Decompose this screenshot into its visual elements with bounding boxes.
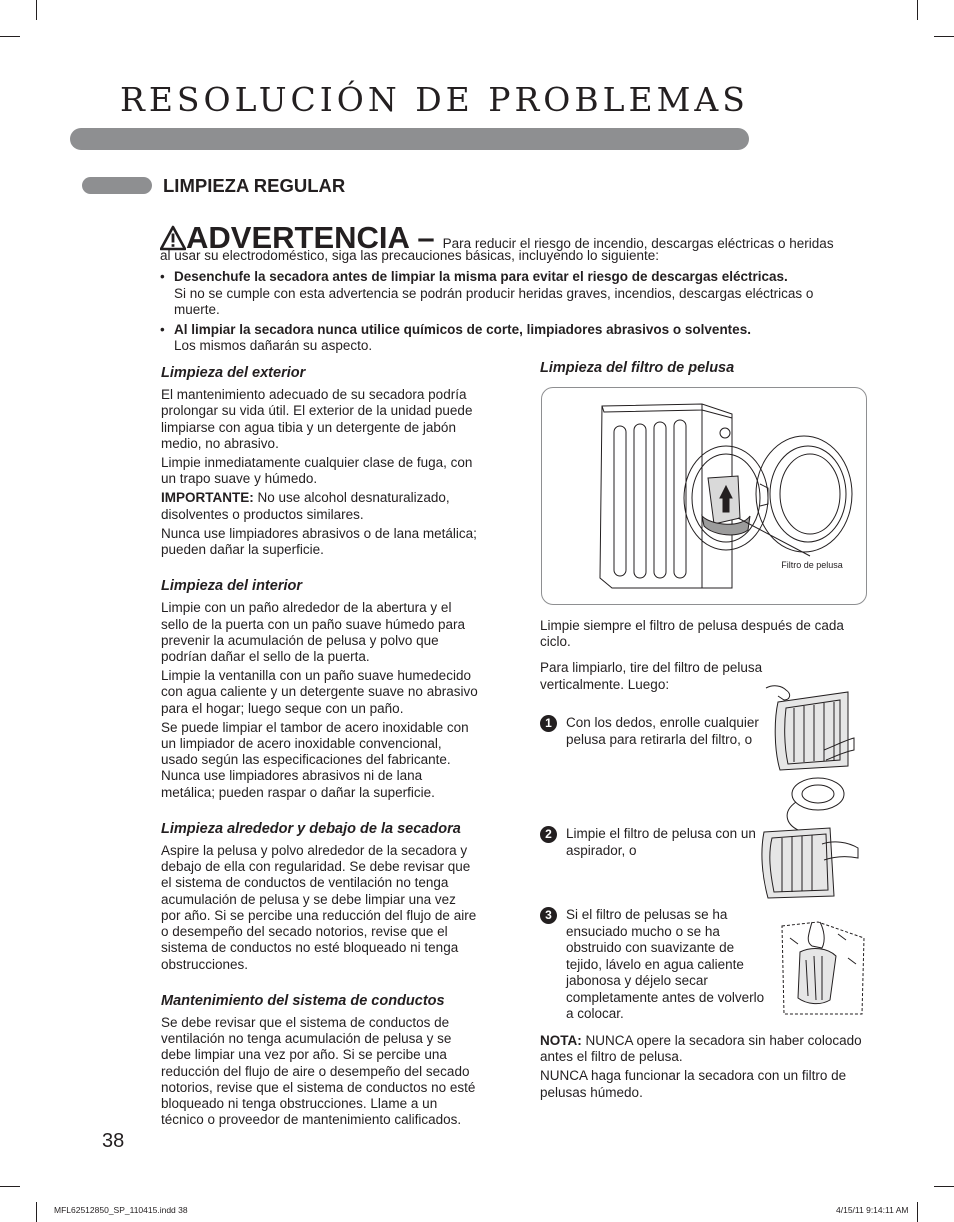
bullet-dot: • — [160, 269, 165, 284]
note-line — [540, 1033, 870, 1065]
crop-mark — [934, 36, 954, 37]
exterior-important — [161, 490, 479, 522]
ducts-paragraph: Se debe revisar que el sistema de conductos de ventilación no tenga acumulación de pelusa y se debe limpiar una vez por año. Si se percibe una reducción del flujo de aire o desempeño del secado notorios, revise que el sistema de conductos no esté bloqueado ni tenga obstrucciones. Llame a un técnico o proveedor de mantenimiento calificados. — [161, 1014, 476, 1128]
bullet-text: Si no se cumple con esta advertencia se podrán producir heridas graves, incendios, descargas eléctricas o muerte. — [174, 285, 814, 317]
crop-mark — [934, 1186, 954, 1187]
lint-paragraph: Para limpiarlo, tire del filtro de pelusa verticalmente. Luego: — [540, 660, 763, 692]
bullet-bold: Al limpiar la secadora nunca utilice químicos de corte, limpiadores abrasivos o solventes. — [174, 321, 751, 337]
warning-bullet — [160, 269, 880, 319]
note-block — [540, 1033, 870, 1104]
important-text: No use alcohol desnaturalizado, disolventes o productos similares. — [161, 490, 450, 522]
note-line-2: NUNCA haga funcionar la secadora con un filtro de pelusas húmedo. — [540, 1068, 847, 1100]
step-text: Si el filtro de pelusas se ha ensuciado mucho o se ha obstruido con suavizante de tejido, lávelo en agua caliente jabonosa y déjelo secar completamente antes de volverlo a colocar. — [566, 907, 765, 1021]
vacuum-illustration — [758, 772, 860, 900]
warning-heading: ADVERTENCIA – — [186, 220, 435, 255]
interior-heading: Limpieza del interior — [161, 578, 302, 595]
around-paragraph: Aspire la pelusa y polvo alrededor de la secadora y debajo de ella con regularidad. Se debe revisar que el sistema de conductos de ventilación no tenga acumulación de pelusa y se debe limpiar una vez por año. Si se percibe una reducción del flujo de aire o desempeño del secado notorios, revise que el sistema de conductos no esté bloqueado ni tenga obstrucciones. — [161, 843, 477, 972]
footer-right: 4/15/11 9:14:11 AM — [836, 1205, 909, 1215]
crop-mark — [917, 1202, 918, 1222]
figure-label: Filtro de pelusa — [781, 560, 843, 570]
step-number-badge: 3 — [540, 907, 557, 924]
crop-mark — [36, 0, 37, 20]
warning-intro-continued: al usar su electrodoméstico, siga las precauciones básicas, incluyendo lo siguiente: — [160, 248, 660, 263]
note-text: NUNCA opere la secadora sin haber colocado antes el filtro de pelusa. — [540, 1033, 862, 1065]
warning-bullets — [160, 269, 880, 358]
bullet-text: Los mismos dañarán su aspecto. — [174, 338, 373, 353]
crop-mark — [36, 1202, 37, 1222]
note-label: NOTA: — [540, 1033, 582, 1048]
dryer-illustration — [542, 388, 865, 603]
lint-heading: Limpieza del filtro de pelusa — [540, 360, 735, 376]
crop-mark — [0, 1186, 20, 1187]
page-title: RESOLUCIÓN DE PROBLEMAS — [120, 80, 749, 119]
title-underline-bar — [70, 128, 749, 150]
exterior-heading: Limpieza del exterior — [161, 365, 306, 381]
interior-paragraph: Limpie la ventanilla con un paño suave humedecido con agua caliente y un detergente suave no abrasivo para el hogar; luego seque con un paño. — [161, 668, 478, 716]
washing-illustration — [778, 918, 868, 1016]
warning-bullet — [160, 322, 880, 355]
step-number-badge: 2 — [540, 826, 557, 843]
left-column — [161, 365, 479, 1131]
warning-intro: Para reducir el riesgo de incendio, descargas eléctricas o heridas — [442, 236, 834, 251]
lint-paragraph: Limpie siempre el filtro de pelusa después de cada ciclo. — [540, 618, 844, 650]
dryer-figure — [541, 387, 867, 605]
step-text: Con los dedos, enrolle cualquier pelusa para retirarla del filtro, o — [566, 715, 759, 747]
lint-heading-wrap — [540, 360, 870, 382]
ducts-heading: Mantenimiento del sistema de conductos — [161, 992, 445, 1009]
section-marker — [82, 177, 152, 194]
exterior-paragraph: Limpie inmediatamente cualquier clase de fuga, con un trapo suave y húmedo. — [161, 455, 473, 487]
bullet-dot: • — [160, 321, 165, 337]
bullet-bold: Desenchufe la secadora antes de limpiar la misma para evitar el riesgo de descargas eléctricas. — [174, 269, 788, 284]
around-heading: Limpieza alrededor y debajo de la secadora — [161, 820, 461, 837]
exterior-paragraph: El mantenimiento adecuado de su secadora podría prolongar su vida útil. El exterior de la unidad puede limpiarse con agua tibia y un detergente de jabón medio, no abrasivo. — [161, 387, 473, 451]
step-number-badge: 1 — [540, 715, 557, 732]
interior-paragraph: Se puede limpiar el tambor de acero inoxidable con un limpiador de acero inoxidable convencional, usado según las especificaciones del fabricante. Nunca use limpiadores abrasivos ni de lana metálica; pueden raspar o dañar la superficie. — [161, 719, 469, 800]
page-number: 38 — [102, 1130, 125, 1152]
step-text: Limpie el filtro de pelusa con un aspirador, o — [566, 826, 756, 858]
interior-paragraph: Limpie con un paño alrededor de la abertura y el sello de la puerta con un paño suave húmedo para prevenir la acumulación de pelusa y polvo que podrían dañar el sello de la puerta. — [161, 600, 465, 665]
important-label: IMPORTANTE: — [161, 490, 254, 506]
crop-mark — [0, 36, 20, 37]
footer-left: MFL62512850_SP_110415.indd 38 — [54, 1205, 188, 1215]
crop-mark — [917, 0, 918, 20]
exterior-paragraph: Nunca use limpiadores abrasivos o de lana metálica; pueden dañar la superficie. — [161, 525, 477, 558]
filter-finger-illustration — [764, 680, 856, 775]
section-title: LIMPIEZA REGULAR — [163, 175, 346, 196]
